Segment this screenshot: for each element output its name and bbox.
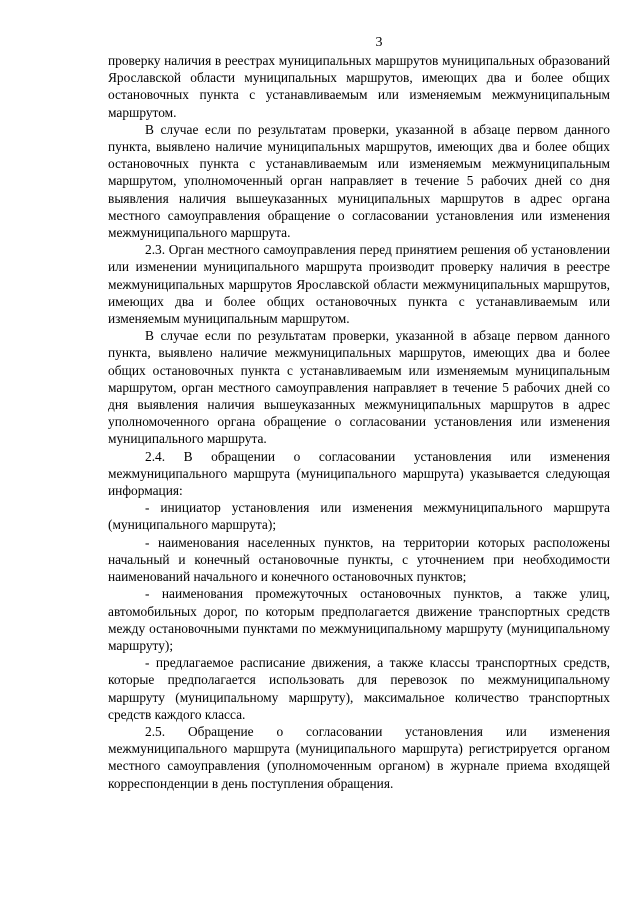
list-item-settlements: - наименования населенных пунктов, на территории которых расположены начальный и конечный остановочные пункты, с уточнением при необходимости наименований начального и конечного остановочных пунктов; (108, 534, 610, 585)
document-page (108, 34, 610, 792)
paragraph-intermunicipal-routes-check: В случае если по результатам проверки, указанной в абзаце первом данного пункта, выявлено наличие межмуниципальных маршрутов, имеющих два и более общих остановочных пункта с устанавливаемым или изменяемым муниципальным маршрутом, орган местного самоуправления направляет в течение 5 рабочих дней со дня выявления наличия вышеуказанных межмуниципальных маршрутов в адрес уполномоченного органа обращение о согласовании установления или изменения муниципального маршрута. (108, 328, 610, 447)
list-item-initiator: - инициатор установления или изменения межмуниципального маршрута (муниципального маршрута); (108, 500, 610, 533)
paragraph-2-5: 2.5. Обращение о согласовании установления или изменения межмуниципального маршрута (муниципального маршрута) регистрируется органом местного самоуправления (уполномоченным органом) в журнале приема входящей корреспонденции в день поступления обращения. (108, 723, 610, 791)
paragraph-continuation: проверку наличия в реестрах муниципальных маршрутов муниципальных образований Ярославской области муниципальных маршрутов, имеющих два и более общих остановочных пункта с устанавливаемым или изменяемым межмуниципальным маршрутом. (108, 53, 610, 120)
list-item-intermediate-stops: - наименования промежуточных остановочных пунктов, а также улиц, автомобильных дорог, по которым предполагается движение транспортных средств между остановочными пунктами по межмуниципальному маршруту (муниципальному маршруту); (108, 586, 610, 653)
paragraph-2-3: 2.3. Орган местного самоуправления перед принятием решения об установлении или изменении муниципального маршрута производит проверку наличия в реестре межмуниципальных маршрутов Ярославской области межмуниципальных маршрутов, имеющих два и более общих остановочных пункта с устанавливаемым или изменяемым муниципальным маршрутом. (108, 242, 610, 327)
page-number: 3 (375, 35, 383, 50)
paragraph-municipal-routes-check: В случае если по результатам проверки, указанной в абзаце первом данного пункта, выявлено наличие муниципальных маршрутов, имеющих два и более общих остановочных пункта с устанавливаемым или изменяемым межмуниципальным маршрутом, уполномоченный орган направляет в течение 5 рабочих дней со дня выявления наличия вышеуказанных муниципальных маршрутов в адрес органа местного самоуправления обращение о согласовании установления или изменения межмуниципального маршрута. (108, 121, 610, 241)
paragraph-2-4: 2.4. В обращении о согласовании установления или изменения межмуниципального маршрута (муниципального маршрута) указывается следующая информация: (108, 448, 610, 499)
list-item-schedule: - предлагаемое расписание движения, а также классы транспортных средств, которые предполагается использовать для перевозок по межмуниципальному маршруту (муниципальному маршруту), максимальное количество транспортных средств каждого класса. (108, 655, 610, 722)
